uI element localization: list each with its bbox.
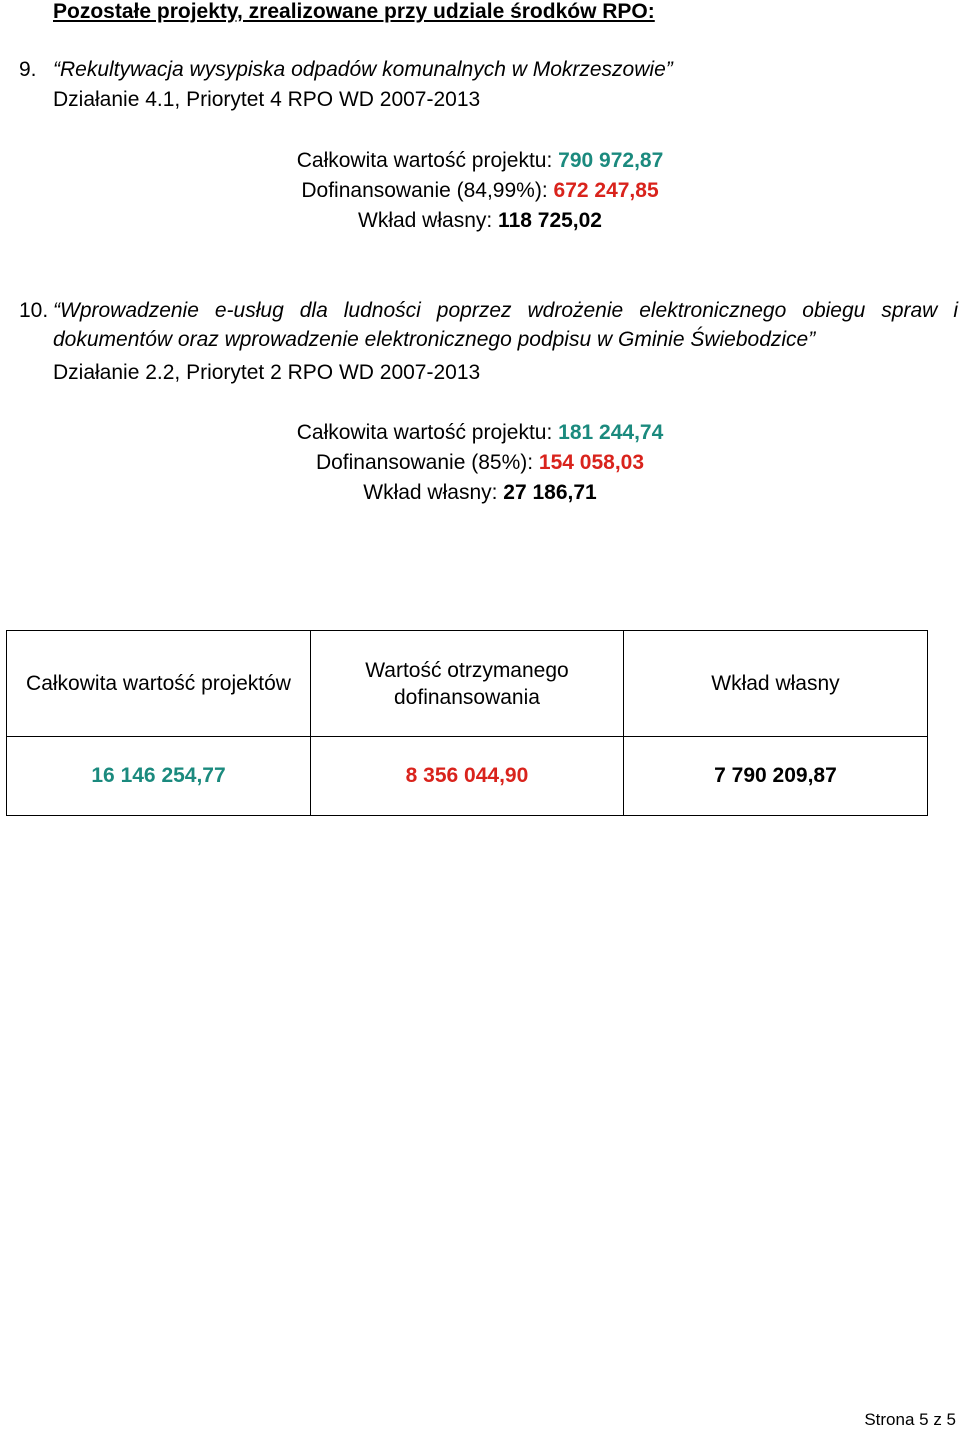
project-10-own-value: 27 186,71	[503, 481, 597, 504]
project-9-number: 9.	[19, 58, 37, 81]
value-own-contribution: 7 790 209,87	[623, 737, 927, 816]
project-9-title: “Rekultywacja wysypiska odpadów komunalnych w Mokrzeszowie”	[53, 58, 673, 81]
summary-values-row	[7, 737, 928, 816]
project-10-own	[0, 480, 960, 506]
project-10-title: “Wprowadzenie e-usług dla ludności poprzez wdrożenie elektronicznego obiegu spraw i dokumentów oraz wprowadzenie elektronicznego podpisu w Gminie Świebodzice”	[53, 299, 958, 351]
project-9-total-value: 790 972,87	[558, 149, 664, 172]
project-10-number: 10.	[19, 299, 49, 322]
page-number: Strona 5 z 5	[864, 1410, 956, 1429]
value-total-projects: 16 146 254,77	[7, 737, 311, 816]
value-received-cofinancing: 8 356 044,90	[311, 737, 624, 816]
summary-table	[6, 630, 928, 816]
project-9-action: Działanie 4.1, Priorytet 4 RPO WD 2007-2013	[53, 88, 481, 111]
project-10-cofin-label: Dofinansowanie (85%):	[315, 451, 534, 474]
project-10-cofinancing	[0, 450, 960, 476]
project-9-cofinancing	[0, 178, 960, 204]
project-9-own-label: Wkład własny:	[358, 209, 493, 232]
project-9-cofin-value: 672 247,85	[553, 179, 659, 202]
summary-header-row	[7, 631, 928, 737]
header-total-projects: Całkowita wartość projektów	[7, 631, 311, 737]
project-10-total-label: Całkowita wartość projektu:	[296, 421, 553, 444]
project-10-title-block	[19, 296, 958, 354]
project-10-cofin-value: 154 058,03	[538, 451, 645, 474]
header-received-cofinancing: Wartość otrzymanego dofinansowania	[311, 631, 624, 737]
project-10-own-label: Wkład własny:	[363, 481, 498, 504]
project-10-total-value: 181 244,74	[558, 421, 664, 444]
project-9-total-label: Całkowita wartość projektu:	[296, 149, 553, 172]
project-9-own-value: 118 725,02	[498, 209, 602, 232]
project-9-cofin-label: Dofinansowanie (84,99%):	[301, 179, 548, 202]
project-10-action: Działanie 2.2, Priorytet 2 RPO WD 2007-2013	[53, 361, 481, 384]
project-9-own	[0, 208, 960, 234]
header-own-contribution: Wkład własny	[623, 631, 927, 737]
section-heading: Pozostałe projekty, zrealizowane przy udziale środków RPO:	[53, 0, 655, 23]
project-10-total	[0, 420, 960, 446]
project-9-total	[0, 148, 960, 174]
